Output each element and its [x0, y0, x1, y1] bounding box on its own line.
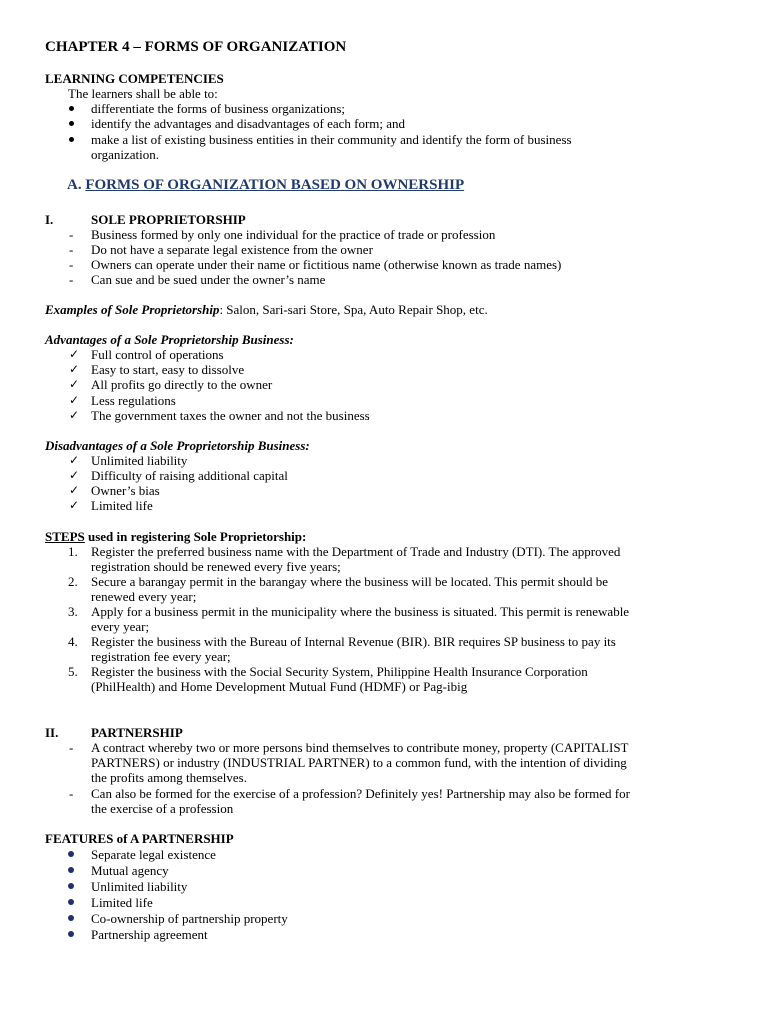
- checkmark-icon: ✓: [69, 377, 80, 391]
- section-a-letter: A.: [67, 177, 82, 193]
- dash-marker: -: [69, 257, 74, 272]
- learning-item: make a list of existing business entities in their community and identify the form of business: [91, 132, 572, 147]
- partnership-point-continued: the exercise of a profession: [91, 801, 234, 816]
- checkmark-icon: ✓: [69, 483, 80, 497]
- steps-heading: [45, 529, 306, 544]
- advantage-item: Less regulations: [91, 393, 176, 408]
- section-a-title: FORMS OF ORGANIZATION BASED ON OWNERSHIP: [85, 177, 465, 193]
- sole-examples-label: Examples of Sole Proprietorship: [45, 302, 220, 317]
- bullet-icon: [68, 883, 74, 889]
- sole-point: Can sue and be sued under the owner’s name: [91, 272, 326, 287]
- step-number: 3.: [68, 604, 78, 619]
- bullet-icon: [69, 106, 74, 111]
- sole-heading: SOLE PROPRIETORSHIP: [91, 212, 246, 227]
- steps-label: STEPS: [45, 529, 85, 544]
- advantage-item: The government taxes the owner and not the business: [91, 408, 370, 423]
- step-text: Register the business with the Bureau of Internal Revenue (BIR). BIR requires SP business to pay its: [91, 634, 616, 649]
- bullet-icon: [68, 931, 74, 937]
- features-heading: FEATURES of A PARTNERSHIP: [45, 831, 234, 846]
- feature-item: Separate legal existence: [91, 847, 216, 862]
- advantage-item: Full control of operations: [91, 347, 224, 362]
- step-text: Register the business with the Social Security System, Philippine Health Insurance Corporation: [91, 664, 588, 679]
- checkmark-icon: ✓: [69, 408, 80, 422]
- sole-point: Business formed by only one individual for the practice of trade or profession: [91, 227, 496, 242]
- step-text-continued: registration should be renewed every five years;: [91, 559, 341, 574]
- sole-examples: [45, 302, 488, 317]
- chapter-title: CHAPTER 4 – FORMS OF ORGANIZATION: [45, 39, 347, 55]
- partnership-point: Can also be formed for the exercise of a profession? Definitely yes! Partnership may also be formed for: [91, 786, 630, 801]
- learning-item: differentiate the forms of business organizations;: [91, 101, 346, 116]
- dash-marker: -: [69, 786, 74, 801]
- bullet-icon: [68, 899, 74, 905]
- step-number: 5.: [68, 664, 78, 679]
- checkmark-icon: ✓: [69, 498, 80, 512]
- disadvantage-item: Difficulty of raising additional capital: [91, 468, 288, 483]
- advantage-item: All profits go directly to the owner: [91, 377, 273, 392]
- disadvantage-item: Unlimited liability: [91, 453, 188, 468]
- partnership-point: A contract whereby two or more persons bind themselves to contribute money, property (CAPITALIST: [91, 740, 629, 755]
- partnership-point-continued: PARTNERS) or industry (INDUSTRIAL PARTNER) to a common fund, with the intention of dividing: [91, 755, 627, 770]
- disadvantage-item: Limited life: [91, 498, 153, 513]
- checkmark-icon: ✓: [69, 362, 80, 376]
- feature-item: Mutual agency: [91, 863, 169, 878]
- checkmark-icon: ✓: [69, 453, 80, 467]
- step-number: 1.: [68, 544, 78, 559]
- bullet-icon: [69, 121, 74, 126]
- sole-examples-text: : Salon, Sari-sari Store, Spa, Auto Repair Shop, etc.: [219, 302, 488, 317]
- dash-marker: -: [69, 242, 74, 257]
- partnership-heading: PARTNERSHIP: [91, 725, 183, 740]
- step-number: 4.: [68, 634, 78, 649]
- disadvantage-item: Owner’s bias: [91, 483, 160, 498]
- dash-marker: -: [69, 740, 74, 755]
- disadvantages-heading: Disadvantages of a Sole Proprietorship Business:: [45, 438, 310, 453]
- dash-marker: -: [69, 227, 74, 242]
- section-a-heading: [67, 178, 464, 193]
- checkmark-icon: ✓: [69, 393, 80, 407]
- step-text-continued: registration fee every year;: [91, 649, 231, 664]
- partnership-numeral: II.: [45, 725, 59, 740]
- step-text-continued: renewed every year;: [91, 589, 197, 604]
- feature-item: Co-ownership of partnership property: [91, 911, 288, 926]
- feature-item: Limited life: [91, 895, 153, 910]
- sole-point: Do not have a separate legal existence from the owner: [91, 242, 373, 257]
- advantages-heading: Advantages of a Sole Proprietorship Business:: [45, 332, 294, 347]
- learning-item: identify the advantages and disadvantages of each form; and: [91, 116, 406, 131]
- step-text: Register the preferred business name with the Department of Trade and Industry (DTI). The approved: [91, 544, 621, 559]
- bullet-icon: [68, 851, 74, 857]
- step-text-continued: (PhilHealth) and Home Development Mutual Fund (HDMF) or Pag-ibig: [91, 679, 468, 694]
- sole-point: Owners can operate under their name or fictitious name (otherwise known as trade names): [91, 257, 562, 272]
- step-text: Secure a barangay permit in the barangay where the business will be located. This permit should be: [91, 574, 609, 589]
- feature-item: Partnership agreement: [91, 927, 208, 942]
- step-number: 2.: [68, 574, 78, 589]
- bullet-icon: [68, 915, 74, 921]
- step-text-continued: every year;: [91, 619, 150, 634]
- feature-item: Unlimited liability: [91, 879, 188, 894]
- step-text: Apply for a business permit in the municipality where the business is situated. This permit is renewable: [91, 604, 630, 619]
- bullet-icon: [68, 867, 74, 873]
- steps-heading-rest: used in registering Sole Proprietorship:: [84, 529, 307, 544]
- dash-marker: -: [69, 272, 74, 287]
- learning-item-continued: organization.: [91, 147, 159, 162]
- advantage-item: Easy to start, easy to dissolve: [91, 362, 245, 377]
- sole-numeral: I.: [45, 212, 54, 227]
- learning-heading: LEARNING COMPETENCIES: [45, 71, 224, 86]
- bullet-icon: [69, 137, 74, 142]
- partnership-point-continued: the profits among themselves.: [91, 770, 247, 785]
- checkmark-icon: ✓: [69, 347, 80, 361]
- checkmark-icon: ✓: [69, 468, 80, 482]
- learning-intro: The learners shall be able to:: [68, 86, 218, 101]
